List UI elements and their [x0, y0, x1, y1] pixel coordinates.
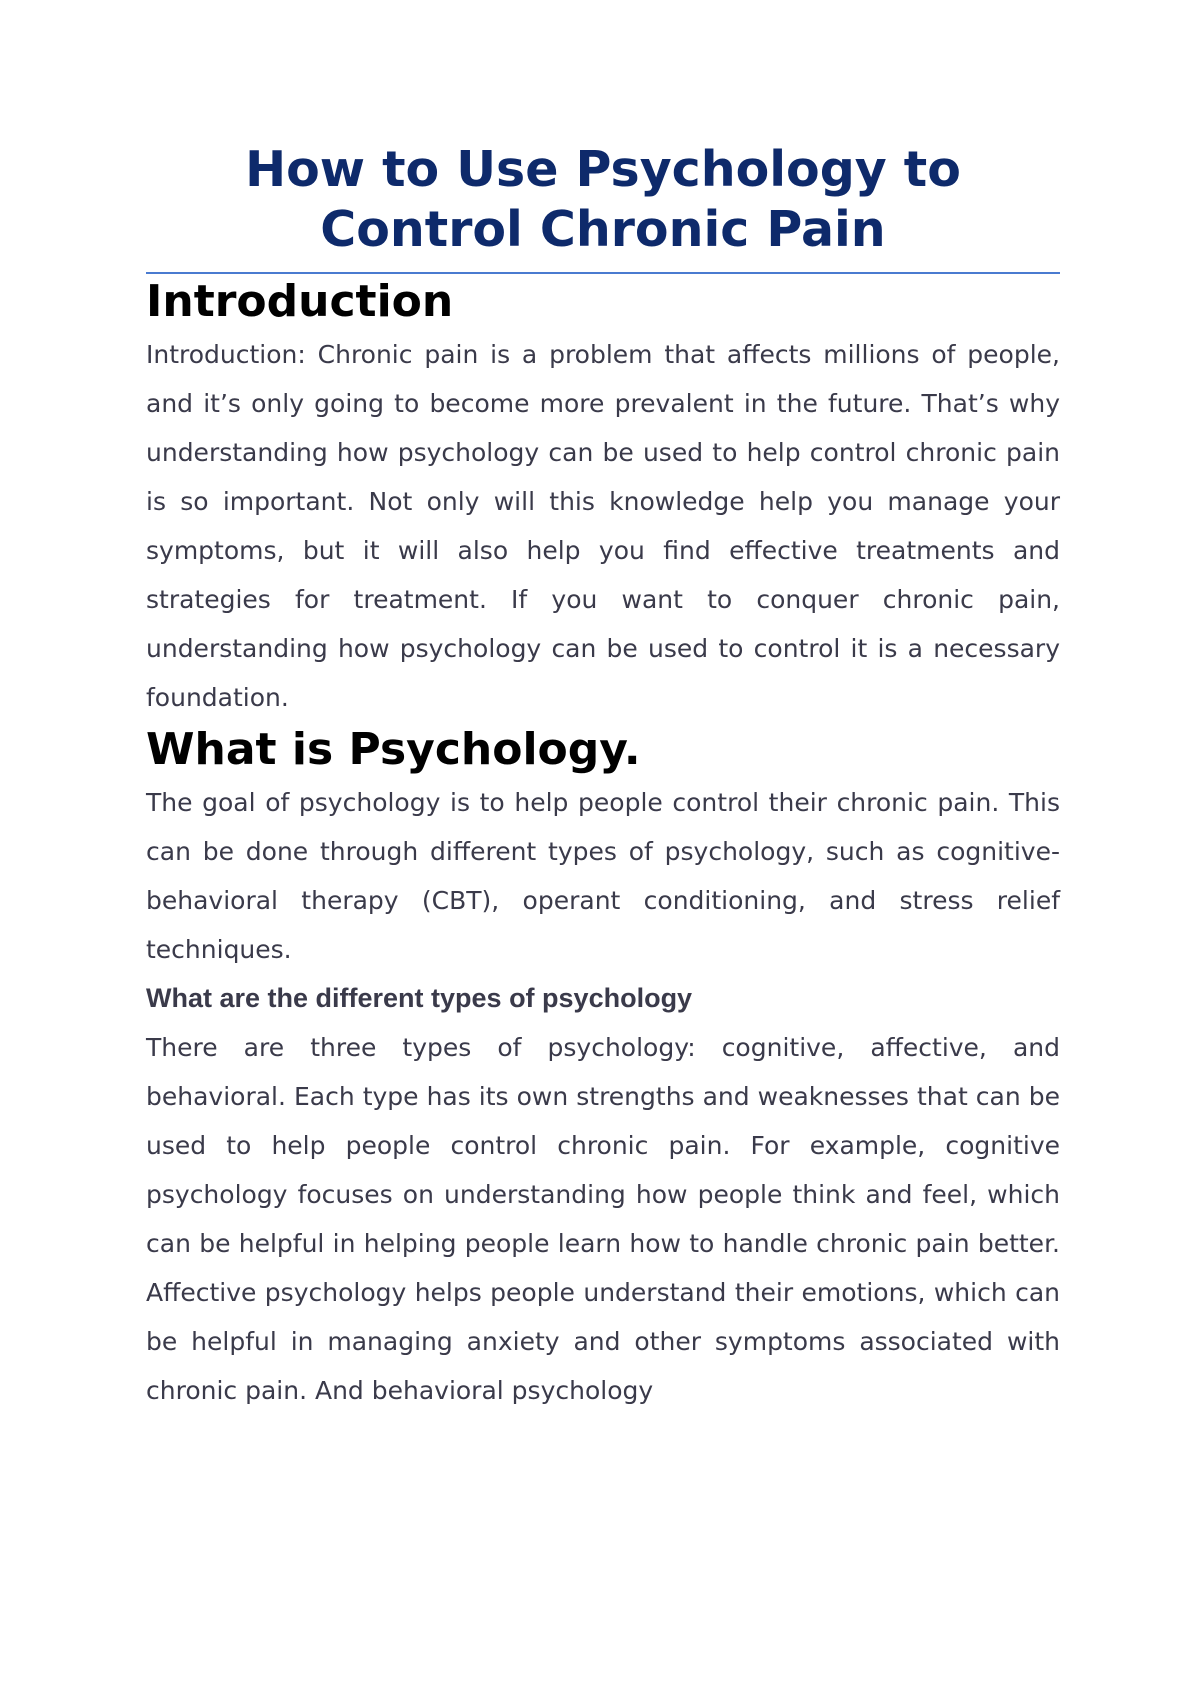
types-of-psychology-paragraph: There are three types of psychology: cognitive, affective, and behavioral. Each type has its own strengths and weaknesses that can be used to help people control chronic pain. For example, cognitive psychology focuses on understanding how people think and feel, which can be helpful in helping people learn how to handle chronic pain better. Affective psychology helps people understand their emotions, which can be helpful in managing anxiety and other symptoms associated with chronic pain. And behavioral psychology: [146, 1033, 1060, 1405]
section-heading-what-is-psychology: What is Psychology.: [146, 724, 641, 775]
document-title-line-1: How to Use Psychology to: [245, 141, 961, 198]
section-heading-introduction: Introduction: [146, 276, 454, 327]
subheading-types-of-psychology: What are the different types of psychology: [146, 983, 693, 1013]
introduction-paragraph: Introduction: Chronic pain is a problem that affects millions of people, and it’s only going to become more prevalent in the future. That’s why understanding how psychology can be used to help control chronic pain is so important. Not only will this knowledge help you manage your symptoms, but it will also help you find effective treatments and strategies for treatment. If you want to conquer chronic pain, understanding how psychology can be used to control it is a necessary foundation.: [146, 340, 1060, 712]
document-content: [146, 140, 1060, 1415]
what-is-psychology-paragraph: The goal of psychology is to help people control their chronic pain. This can be done through different types of psychology, such as cognitive-behavioral therapy (CBT), operant conditioning, and stress relief techniques.: [146, 788, 1060, 964]
document-title-line-2: Control Chronic Pain: [320, 201, 886, 258]
document-title: [146, 140, 1060, 274]
